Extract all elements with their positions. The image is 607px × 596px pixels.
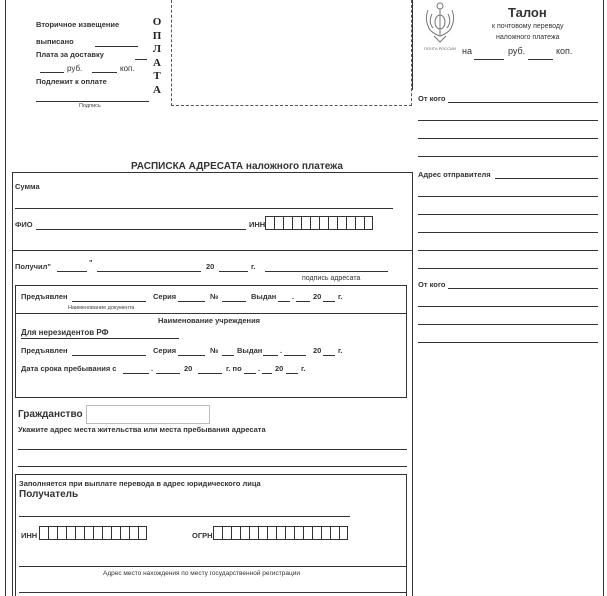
from-whom-2-line-4[interactable] bbox=[418, 342, 598, 343]
stay-from-year: 20 bbox=[184, 364, 193, 373]
address-hint: Укажите адрес места жительства или места пребывания адресата bbox=[18, 425, 266, 434]
right-border bbox=[603, 0, 604, 596]
issued-g-1: г. bbox=[338, 292, 343, 301]
inn-label: ИНН bbox=[249, 220, 266, 229]
post-emblem-logo bbox=[420, 0, 460, 52]
kop-line[interactable] bbox=[92, 72, 117, 73]
stay-to-year: 20 bbox=[275, 364, 284, 373]
sender-address-line-2[interactable] bbox=[418, 196, 598, 197]
series-line-2[interactable] bbox=[178, 355, 205, 356]
issued-label-2: Выдан bbox=[237, 346, 263, 355]
issued-dot-2: . bbox=[280, 346, 283, 355]
presented-label: Предъявлен bbox=[21, 292, 68, 301]
receipt-title: РАСПИСКА АДРЕСАТА наложного платежа bbox=[131, 161, 343, 172]
from-whom-2-line-2[interactable] bbox=[418, 306, 598, 307]
received-g: г. bbox=[251, 262, 256, 271]
recipient-signature-caption: подпись адресата bbox=[302, 275, 361, 282]
number-line-2[interactable] bbox=[222, 355, 234, 356]
institution-line[interactable] bbox=[15, 313, 407, 314]
secondary-notice-label: Вторичное извещение bbox=[36, 20, 120, 29]
series-label: Серия bbox=[153, 292, 177, 301]
from-whom-line-3[interactable] bbox=[418, 138, 598, 139]
citizenship-label: Гражданство bbox=[18, 409, 83, 420]
non-residents-underline bbox=[21, 338, 179, 339]
issued-year-line-1[interactable] bbox=[323, 301, 335, 302]
recipient-line[interactable] bbox=[19, 516, 350, 517]
non-residents-label: Для нерезидентов РФ bbox=[21, 328, 109, 337]
rub-line[interactable] bbox=[40, 72, 64, 73]
delivery-fee-label: Плата за доставку bbox=[36, 50, 104, 59]
address-line-2[interactable] bbox=[18, 466, 407, 467]
issued-month-line-2[interactable] bbox=[284, 355, 306, 356]
fio-divider bbox=[12, 250, 413, 251]
received-year-prefix: 20 bbox=[206, 262, 215, 271]
talon-line2: наложного платежа bbox=[496, 34, 560, 41]
presented-line[interactable] bbox=[72, 301, 146, 302]
inn-label-2: ИНН bbox=[21, 531, 38, 540]
series-label-2: Серия bbox=[153, 346, 177, 355]
issued-day-line-1[interactable] bbox=[278, 301, 290, 302]
sender-address-line-5[interactable] bbox=[418, 250, 598, 251]
fio-line[interactable] bbox=[36, 229, 246, 230]
recipient-label: Получатель bbox=[19, 489, 79, 500]
inn-cells[interactable] bbox=[265, 216, 373, 230]
svg-text:ПОЧТА РОССИИ: ПОЧТА РОССИИ bbox=[424, 46, 456, 51]
from-whom-label: От кого bbox=[418, 94, 446, 103]
from-whom-2-line-3[interactable] bbox=[418, 324, 598, 325]
issued-g-2: г. bbox=[338, 346, 343, 355]
issued-year-1: 20 bbox=[313, 292, 322, 301]
institution-caption: Наименование учреждения bbox=[158, 316, 261, 325]
sender-address-line-3[interactable] bbox=[418, 214, 598, 215]
issued-label: выписано bbox=[36, 37, 74, 46]
ogrn-cells[interactable] bbox=[213, 526, 348, 540]
stay-from-year-line[interactable] bbox=[198, 373, 222, 374]
number-label-2: № bbox=[210, 346, 219, 355]
sender-address-label: Адрес отправителя bbox=[418, 170, 491, 179]
stay-period-label: Дата срока пребывания с bbox=[21, 364, 117, 373]
talon-kop-line[interactable] bbox=[528, 59, 553, 60]
stay-to-year-line[interactable] bbox=[286, 373, 298, 374]
stay-from-month-line[interactable] bbox=[156, 373, 180, 374]
received-quote: " bbox=[89, 258, 93, 267]
issued-line[interactable] bbox=[95, 46, 138, 47]
issued-month-line-1[interactable] bbox=[296, 301, 310, 302]
reg-address-line[interactable] bbox=[19, 566, 407, 567]
citizenship-input[interactable] bbox=[86, 405, 210, 424]
series-line[interactable] bbox=[178, 301, 205, 302]
doc-name-caption: Наименование документа bbox=[68, 305, 135, 311]
delivery-fee-line[interactable] bbox=[135, 59, 147, 60]
kop-label: коп. bbox=[120, 64, 135, 73]
reg-address-line-2[interactable] bbox=[19, 592, 407, 593]
talon-rub-label: руб. bbox=[508, 46, 526, 56]
from-whom-line-2[interactable] bbox=[418, 120, 598, 121]
stay-to-g: г. bbox=[301, 364, 306, 373]
inn-cells-2[interactable] bbox=[39, 526, 147, 540]
talon-amount-line[interactable] bbox=[474, 59, 504, 60]
talon-na-label: на bbox=[462, 46, 472, 56]
oplata-vertical-text: О П Л А Т А bbox=[152, 16, 162, 96]
number-line[interactable] bbox=[222, 301, 246, 302]
fio-label: ФИО bbox=[15, 220, 33, 229]
from-whom-2-label: От кого bbox=[418, 280, 446, 289]
sender-address-line-6[interactable] bbox=[418, 268, 598, 269]
ogrn-label: ОГРН bbox=[192, 531, 213, 540]
sender-address-line-4[interactable] bbox=[418, 232, 598, 233]
signature-caption: Подпись bbox=[79, 103, 101, 109]
payable-line[interactable] bbox=[36, 101, 149, 102]
recipient-signature-line[interactable] bbox=[265, 271, 388, 272]
legal-note: Заполняется при выплате перевода в адрес юридического лица bbox=[19, 479, 261, 488]
stamp-area bbox=[171, 0, 412, 106]
reg-address-caption: Адрес место нахождения по месту государственной регистрации bbox=[103, 570, 300, 577]
talon-title: Талон bbox=[508, 5, 547, 20]
presented-line-2[interactable] bbox=[72, 355, 146, 356]
payable-label: Подлежит к оплате bbox=[36, 77, 107, 86]
number-label: № bbox=[210, 292, 219, 301]
top-divider bbox=[412, 0, 413, 90]
address-line-1[interactable] bbox=[18, 449, 407, 450]
stay-g-po: г. по bbox=[226, 364, 242, 373]
sender-address-line-1[interactable] bbox=[495, 178, 598, 179]
from-whom-line-4[interactable] bbox=[418, 156, 598, 157]
stay-from-dot: . bbox=[151, 364, 154, 373]
stay-to-month-line[interactable] bbox=[262, 373, 272, 374]
received-label: Получил" bbox=[15, 262, 51, 271]
issued-dot-1: . bbox=[292, 292, 295, 301]
from-whom-2-line-1[interactable] bbox=[448, 288, 598, 289]
stay-to-day-line[interactable] bbox=[244, 373, 256, 374]
received-day-line[interactable] bbox=[57, 271, 87, 272]
presented-label-2: Предъявлен bbox=[21, 346, 68, 355]
issued-year-line-2[interactable] bbox=[323, 355, 335, 356]
sum-line[interactable] bbox=[15, 208, 393, 209]
received-year-line[interactable] bbox=[219, 271, 248, 272]
sum-label: Сумма bbox=[15, 182, 40, 191]
talon-line1: к почтовому переводу bbox=[492, 23, 564, 30]
stay-from-day-line[interactable] bbox=[123, 373, 149, 374]
from-whom-line-1[interactable] bbox=[448, 102, 598, 103]
talon-kop-label: коп. bbox=[556, 46, 573, 56]
left-border bbox=[5, 0, 6, 596]
issued-label-1: Выдан bbox=[251, 292, 277, 301]
issued-day-line-2[interactable] bbox=[263, 355, 278, 356]
stay-to-dot: . bbox=[258, 364, 261, 373]
issued-year-2: 20 bbox=[313, 346, 322, 355]
rub-label: руб. bbox=[67, 64, 83, 73]
received-month-line[interactable] bbox=[97, 271, 201, 272]
